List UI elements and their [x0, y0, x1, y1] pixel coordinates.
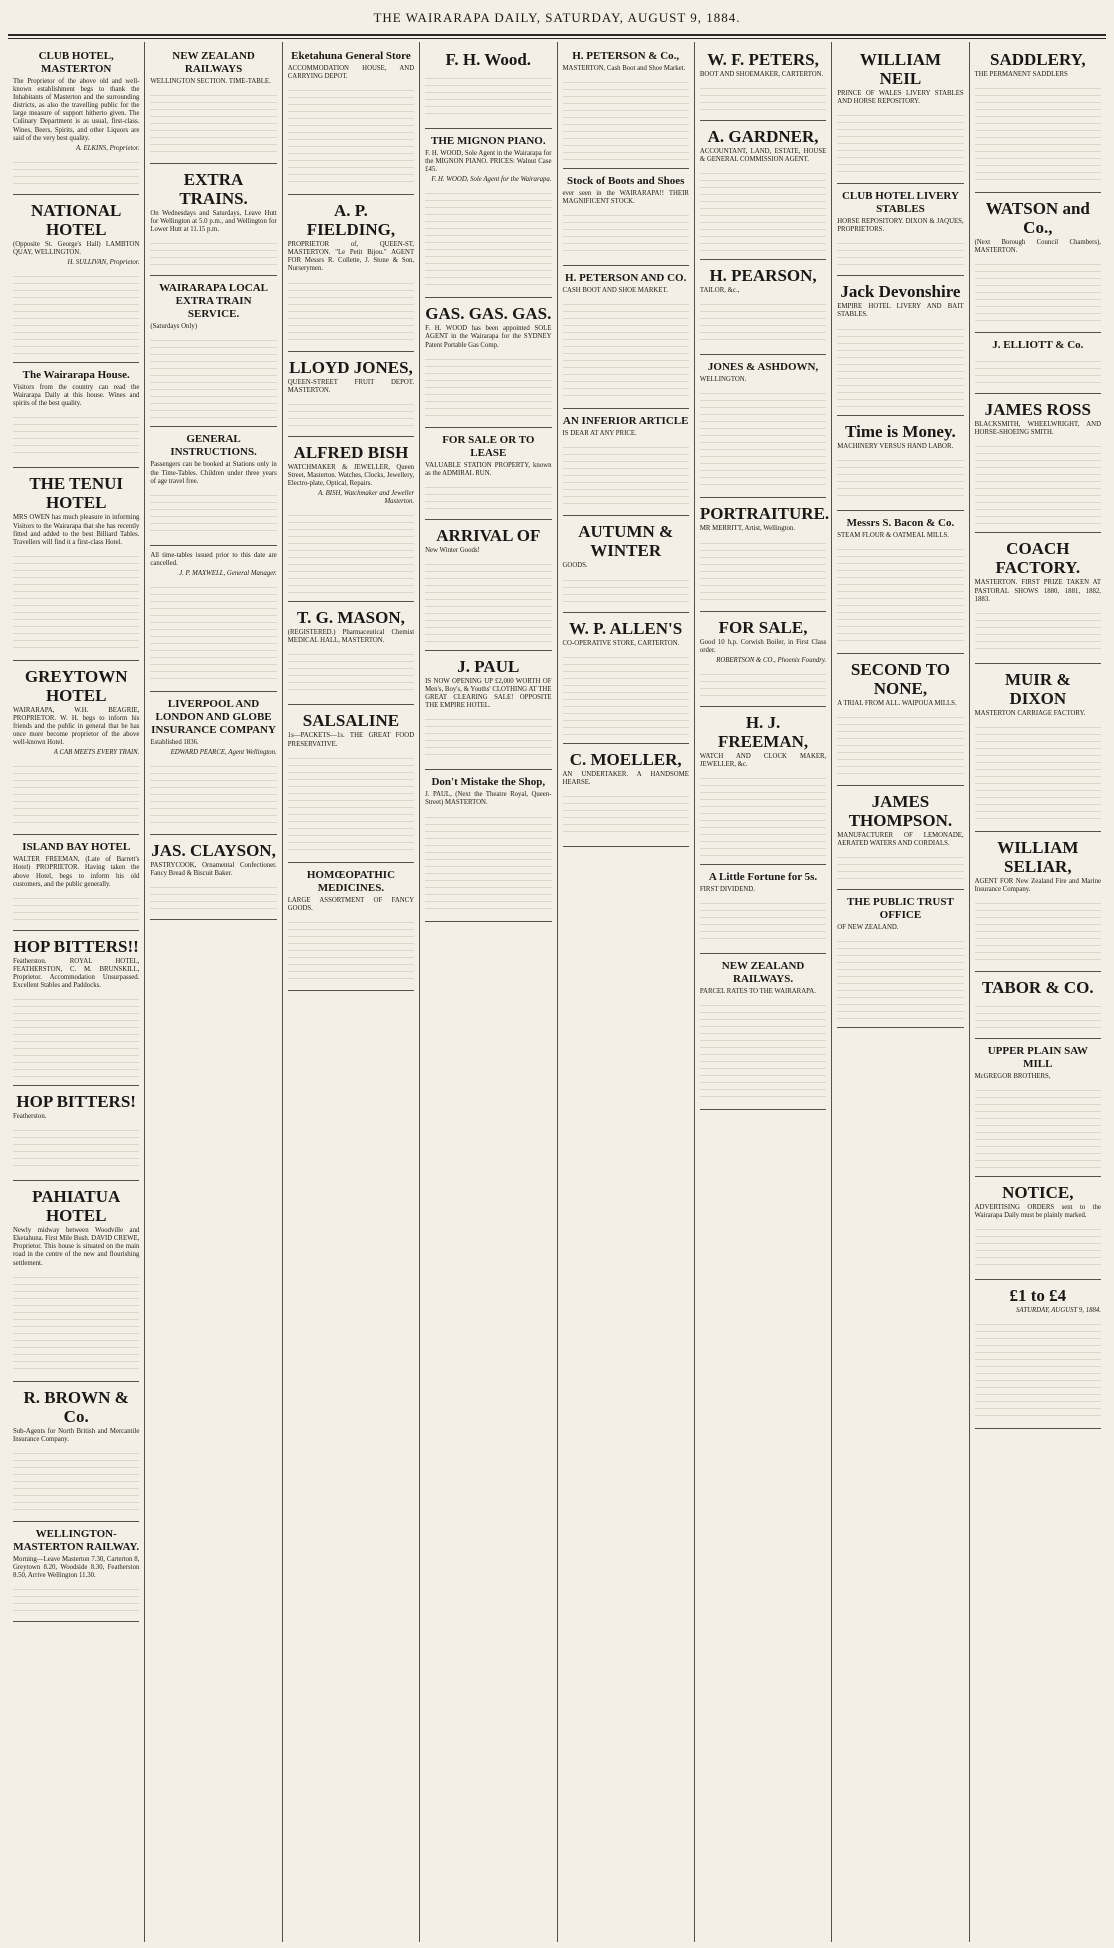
- ad-fine-print: [700, 537, 826, 603]
- advertisement: [150, 44, 276, 164]
- ad-fine-print: [975, 1223, 1101, 1271]
- advertisement: [837, 511, 963, 654]
- advertisement: [13, 1382, 139, 1522]
- advertisement: [288, 602, 414, 705]
- ad-fine-print: [288, 509, 414, 593]
- ad-signature: SATURDAY, AUGUST 9, 1884.: [1016, 1307, 1101, 1315]
- ad-body: QUEEN-STREET FRUIT DEPOT. MASTERTON.: [287, 378, 415, 394]
- ad-title: H. PEARSON,: [709, 266, 817, 286]
- ad-body: On Wednesdays and Saturdays, Leave Hutt for Wellington at 5.0 p.m., and Wellington for Lower Hutt at 11.15 p.m.: [150, 210, 277, 234]
- ad-body: WALTER FREEMAN, (Late of Barrett's Hotel) PROPRIETOR. Having taken the above Hotel, begs to inform his old customers, and the public generally.: [13, 856, 140, 888]
- ad-body: WELLINGTON SECTION. TIME-TABLE.: [150, 78, 271, 85]
- ad-title: NOTICE,: [1002, 1183, 1074, 1203]
- ad-body: F. H. WOOD has been appointed SOLE AGENT in the Wairarapa for the SYDNEY Patent Portable Gas Comp.: [425, 325, 552, 349]
- ad-body: VALUABLE STATION PROPERTY, known as the ADMIRAL RUN.: [425, 461, 552, 477]
- ad-fine-print: [837, 851, 963, 881]
- advertisement: [13, 835, 139, 930]
- ad-body: Good 10 h.p. Corwish Boiler, in First Class order.: [699, 638, 827, 654]
- ad-title: CLUB HOTEL, MASTERTON: [38, 50, 114, 75]
- advertisement: [700, 355, 826, 498]
- ad-fine-print: [837, 711, 963, 777]
- advertisement: [837, 890, 963, 1028]
- ad-fine-print: [13, 1447, 139, 1513]
- ad-title: W. F. PETERS,: [707, 50, 819, 69]
- ad-body: STEAM FLOUR & OATMEAL MILLS.: [837, 531, 949, 539]
- advertisement: [700, 44, 826, 121]
- ad-body: New Winter Goods!: [425, 546, 480, 554]
- ad-title: Messrs S. Bacon & Co.: [846, 516, 955, 529]
- ad-title: WATSON and Co.,: [985, 199, 1090, 238]
- ad-body: CASH BOOT AND SHOE MARKET.: [562, 287, 668, 295]
- ad-fine-print: [837, 323, 963, 407]
- ad-fine-print: [975, 721, 1101, 823]
- ad-title: TABOR & CO.: [982, 978, 1094, 998]
- advertisement: [700, 121, 826, 260]
- ad-fine-print: [150, 237, 276, 267]
- advertisement: [425, 44, 551, 129]
- ad-fine-print: [700, 298, 826, 346]
- advertisement: [563, 516, 689, 612]
- ad-fine-print: [150, 334, 276, 418]
- ad-signature: J. P. MAXWELL, General Manager.: [179, 569, 277, 577]
- ad-title: WILLIAM SELIAR,: [997, 837, 1079, 876]
- ad-title: PAHIATUA HOTEL: [32, 1187, 121, 1226]
- ad-fine-print: [975, 258, 1101, 324]
- ad-fine-print: [425, 481, 551, 511]
- ad-body: PROPRIETOR of, QUEEN-ST, MASTERTON. "Le Petit Bijou." AGENT FOR Messrs R. Collette, J. Stone & Son, Nurserymen.: [287, 241, 415, 273]
- advertisement: [425, 129, 551, 298]
- ad-fine-print: [150, 581, 276, 683]
- ad-title: SADDLERY,: [990, 50, 1086, 69]
- ad-title: JAS. CLAYSON,: [151, 841, 276, 861]
- ad-fine-print: [975, 355, 1101, 385]
- advertisement: [288, 705, 414, 862]
- advertisement: [700, 954, 826, 1110]
- advertisement: [13, 931, 139, 1086]
- ad-title: ARRIVAL OF: [436, 525, 541, 545]
- advertisement: [700, 612, 826, 707]
- ad-signature: A CAB MEETS EVERY TRAIN.: [53, 749, 140, 757]
- ad-title: PORTRAITURE.: [699, 504, 830, 524]
- ad-title: T. G. MASON,: [297, 608, 405, 628]
- advertisement: [288, 437, 414, 602]
- ad-body: Morning—Leave Masterton 7.30, Carterton 8, Greytown 8.20, Woodside 8.30, Featherston 8.50, Arrive Wellington 11.30.: [13, 1555, 140, 1580]
- ad-fine-print: [425, 353, 551, 419]
- ad-title: AUTUMN & WINTER: [578, 522, 674, 561]
- advertisement: [13, 44, 139, 195]
- ad-signature: A. BISH, Watchmaker and Jeweller Masterton.: [318, 490, 415, 506]
- ad-body: Featherston. ROYAL HOTEL, FEATHERSTON, C. M. BRUNSKILL, Proprietor. Accommodation Unsurpassed. Excellent Stables and Paddocks.: [13, 957, 140, 989]
- ad-fine-print: [13, 892, 139, 922]
- ad-fine-print: [425, 187, 551, 289]
- advertisement: [13, 1086, 139, 1181]
- advertisement: [975, 193, 1101, 333]
- ad-title: COACH FACTORY.: [995, 539, 1081, 578]
- advertisement: [425, 298, 551, 427]
- advertisement: [288, 863, 414, 991]
- masthead: THE WAIRARAPA DAILY, SATURDAY, AUGUST 9, 1884.: [373, 10, 741, 25]
- ad-signature: F. H. WOOD, Sole Agent for the Wairarapa.: [431, 176, 552, 184]
- column-7: [831, 42, 968, 1942]
- advertisement: [837, 184, 963, 276]
- ad-fine-print: [700, 167, 826, 251]
- ad-body: (REGISTERED.) Pharmaceutical Chemist MEDICAL HALL, MASTERTON.: [287, 629, 415, 645]
- ad-title: CLUB HOTEL LIVERY STABLES: [841, 190, 959, 216]
- ad-fine-print: [150, 881, 276, 911]
- ad-signature: ROBERTSON & CO., Phoenix Foundry.: [716, 656, 827, 664]
- ad-body: MANUFACTURER OF LEMONADE, AERATED WATERS AND CORDIALS.: [837, 831, 964, 847]
- ad-title: W. P. ALLEN'S: [569, 618, 683, 638]
- ad-body: PASTRYCOOK, Ornamental Confectioner. Fancy Bread & Biscuit Baker.: [150, 862, 277, 878]
- ad-title: J. PAUL: [457, 656, 520, 676]
- ad-body: TAILOR, &c.,: [699, 287, 740, 295]
- advertisement: [837, 416, 963, 511]
- ad-fine-print: [288, 648, 414, 696]
- column-5: [557, 42, 694, 1942]
- ad-title: AN INFERIOR ARTICLE: [562, 415, 689, 428]
- ad-fine-print: [563, 441, 689, 507]
- ad-fine-print: [975, 1000, 1101, 1030]
- advertisement: [975, 1039, 1101, 1177]
- advertisement: [563, 169, 689, 266]
- ad-title: NEW ZEALAND RAILWAYS.: [721, 960, 805, 986]
- ad-body: AGENT FOR New Zealand Fire and Marine Insurance Company.: [974, 877, 1101, 893]
- ad-body: F. H. WOOD, Sole Agent in the Wairarapa for the MIGNON PIANO. PRICES: Walnut Case £45.: [425, 150, 552, 174]
- ad-title: SALSALINE: [302, 711, 400, 731]
- ad-fine-print: [13, 993, 139, 1077]
- ad-title: £1 to £4: [1009, 1286, 1067, 1306]
- ad-title: NATIONAL HOTEL: [31, 200, 122, 239]
- ad-title: JONES & ASHDOWN,: [707, 361, 819, 374]
- ad-title: SECOND TO NONE,: [850, 659, 950, 698]
- ad-fine-print: [288, 916, 414, 982]
- ad-title: LLOYD JONES,: [289, 357, 413, 377]
- ad-fine-print: [425, 811, 551, 913]
- ad-fine-print: [13, 550, 139, 652]
- ad-fine-print: [975, 897, 1101, 963]
- ad-body: ACCOMMODATION HOUSE, AND CARRYING DEPOT.: [287, 65, 415, 81]
- advertisement: [975, 972, 1101, 1039]
- ad-body: LARGE ASSORTMENT OF FANCY GOODS.: [287, 896, 415, 912]
- ad-fine-print: [150, 760, 276, 826]
- ad-body: IS NOW OPENING UP £2,000 WORTH OF Men's, Boy's, & Youths' CLOTHING AT THE GREAT CLEARING SALE! OPPOSITE THE EMPIRE HOTEL.: [425, 677, 552, 710]
- advertisement: [975, 1280, 1101, 1429]
- advertisement: [975, 1177, 1101, 1280]
- ad-fine-print: [13, 1124, 139, 1172]
- ad-fine-print: [288, 752, 414, 854]
- ad-title: WILLIAM NEIL: [859, 50, 942, 88]
- advertisement: [975, 394, 1101, 533]
- ad-title: GREYTOWN HOTEL: [24, 666, 128, 705]
- ad-title: C. MOELLER,: [569, 749, 682, 769]
- ad-body: Sub-Agents for North British and Mercantile Insurance Company.: [13, 1427, 140, 1443]
- ad-body: Newly midway between Woodville and Eketahuna. First Mile Bush. DAVID CREWE, Proprietor. This house is situated on the main road in the centre of the new and flourishing settlement.: [13, 1227, 140, 1267]
- ad-body: (Opposite St. George's Hall) LAMBTON QUAY, WELLINGTON.: [13, 240, 140, 256]
- ad-title: ISLAND BAY HOTEL: [22, 841, 131, 854]
- ad-body: PARCEL RATES TO THE WAIRARAPA.: [699, 988, 816, 996]
- advertisement: [563, 409, 689, 516]
- ad-title: R. BROWN & Co.: [23, 1387, 129, 1426]
- ad-body: GOODS.: [562, 562, 588, 570]
- ad-fine-print: [13, 760, 139, 826]
- ad-fine-print: [425, 558, 551, 642]
- advertisement: [563, 44, 689, 169]
- ad-fine-print: [700, 772, 826, 856]
- advertisement: [425, 651, 551, 770]
- advertisement: [288, 195, 414, 351]
- ad-title: EXTRA TRAINS.: [179, 170, 248, 209]
- ad-fine-print: [13, 1583, 139, 1613]
- advertisement: [975, 44, 1101, 193]
- advertisement: [563, 613, 689, 744]
- advertisement: [288, 352, 414, 437]
- ad-fine-print: [13, 156, 139, 186]
- ad-title: GAS. GAS. GAS.: [425, 304, 552, 324]
- ad-title: HOP BITTERS!: [16, 1092, 136, 1112]
- ad-title: LIVERPOOL AND LONDON AND GLOBE INSURANCE COMPANY: [151, 698, 276, 737]
- ad-body: (Next Borough Council Chambers), MASTERTON.: [974, 239, 1101, 255]
- ad-title: GENERAL INSTRUCTIONS.: [170, 433, 257, 459]
- advertisement: [700, 260, 826, 355]
- ad-body: THE PERMANENT SADDLERS: [974, 71, 1068, 78]
- ad-title: A. P. FIELDING,: [306, 201, 396, 240]
- column-1: [8, 42, 144, 1942]
- ad-title: F. H. Wood.: [445, 50, 532, 69]
- ad-title: Time is Money.: [845, 421, 956, 441]
- ad-fine-print: [150, 89, 276, 155]
- ad-body: BLACKSMITH, WHEELWRIGHT, AND HORSE-SHOEING SMITH.: [974, 421, 1101, 437]
- ad-title: Eketahuna General Store: [291, 50, 411, 62]
- ad-title: WELLINGTON-MASTERTON RAILWAY.: [13, 1527, 140, 1553]
- advertisement: [425, 770, 551, 921]
- ad-fine-print: [975, 1318, 1101, 1420]
- advertisement: [150, 835, 276, 920]
- advertisement: [975, 533, 1101, 663]
- ad-body: Established 1836.: [150, 739, 199, 747]
- ad-title: ALFRED BISH: [293, 442, 409, 462]
- ad-body: MRS OWEN has much pleasure in informing Visitors to the Wairarapa that she has recently fitted and added to the best Billiard Tables. Travellers will find it a first-class Hotel.: [13, 514, 140, 546]
- ad-title: FOR SALE,: [718, 617, 808, 637]
- ad-body: ADVERTISING ORDERS sent to the Wairarapa Daily must be plainly marked.: [974, 1204, 1101, 1220]
- advertisement: [837, 276, 963, 415]
- ad-fine-print: [288, 84, 414, 186]
- ad-fine-print: [288, 398, 414, 428]
- ad-fine-print: [700, 387, 826, 489]
- ad-title: JAMES THOMPSON.: [848, 791, 953, 830]
- ad-signature: A. ELKINS, Proprietor.: [75, 144, 140, 152]
- ad-fine-print: [975, 440, 1101, 524]
- advertisement: [975, 333, 1101, 394]
- ad-body: HORSE REPOSITORY. DIXON & JAQUES, PROPRIETORS.: [837, 218, 964, 234]
- ad-title: HOMŒOPATHIC MEDICINES.: [306, 868, 396, 894]
- ad-fine-print: [700, 897, 826, 945]
- advertisement: [150, 276, 276, 427]
- advertisement: [150, 692, 276, 835]
- column-4: [419, 42, 556, 1942]
- advertisement: [150, 164, 276, 276]
- ad-body: CO-OPERATIVE STORE, CARTERTON.: [562, 639, 680, 647]
- ad-body: The Proprietor of the above old and well-known establishment begs to thank the Inhabitants of Masterton and the surrounding districts, as also the travelling public for the large measure of support hitherto given. The Culinary Department is as usual, first-class. Wines, Beers, Spirits, and other Liquors are said of the very best quality.: [13, 78, 140, 142]
- advertisement: [288, 44, 414, 195]
- column-8: [969, 42, 1106, 1942]
- ad-fine-print: [563, 790, 689, 838]
- ad-body: McGREGOR BROTHERS,: [974, 1073, 1051, 1081]
- ad-title: The Wairarapa House.: [22, 369, 130, 382]
- ad-fine-print: [975, 607, 1101, 655]
- ad-title: H. J. FREEMAN,: [717, 712, 809, 751]
- advertisement: [837, 786, 963, 890]
- ad-fine-print: [563, 76, 689, 160]
- ad-body: MR MERRITT, Artist, Wellington.: [699, 525, 795, 533]
- ad-title: Stock of Boots and Shoes: [567, 175, 685, 188]
- ad-fine-print: [563, 298, 689, 400]
- ad-body: MACHINERY VERSUS HAND LABOR.: [837, 442, 954, 450]
- ad-title: H. PETERSON AND CO.: [565, 272, 687, 285]
- ad-title: THE PUBLIC TRUST OFFICE: [847, 896, 954, 922]
- masthead-rule-thin: [8, 38, 1106, 39]
- ad-body: WATCH AND CLOCK MAKER, JEWELLER, &c.: [699, 752, 827, 768]
- ad-body: IS DEAR AT ANY PRICE.: [562, 430, 637, 438]
- ad-fine-print: [425, 713, 551, 761]
- ad-fine-print: [975, 1084, 1101, 1168]
- ad-title: H. PETERSON & Co.,: [572, 50, 680, 62]
- advertisement: [975, 664, 1101, 832]
- ad-body: AN UNDERTAKER. A HANDSOME HEARSE.: [562, 770, 689, 786]
- ad-body: ACCOUNTANT, LAND, ESTATE, HOUSE & GENERAL COMMISSION AGENT.: [699, 148, 827, 164]
- advertisement: [150, 546, 276, 692]
- ad-title: Jack Devonshire: [840, 282, 961, 302]
- column-6: [694, 42, 831, 1942]
- ad-fine-print: [13, 411, 139, 459]
- ad-fine-print: [837, 237, 963, 267]
- advertisement: [700, 865, 826, 954]
- ad-signature: EDWARD PEARCE, Agent Wellington.: [170, 749, 277, 757]
- ad-title: FOR SALE OR TO LEASE: [442, 433, 535, 459]
- ad-body: MASTERTON. FIRST PRIZE TAKEN AT PASTORAL SHOWS 1880, 1881, 1882, 1883.: [974, 579, 1101, 603]
- advertisement: [975, 832, 1101, 972]
- advertisement: [150, 427, 276, 545]
- ad-fine-print: [563, 574, 689, 604]
- advertisement: [837, 654, 963, 786]
- ad-fine-print: [837, 935, 963, 1019]
- ad-title: NEW ZEALAND RAILWAYS: [172, 50, 255, 75]
- ad-title: J. ELLIOTT & Co.: [992, 339, 1084, 352]
- ad-fine-print: [700, 999, 826, 1101]
- ad-title: JAMES ROSS: [984, 400, 1091, 420]
- ad-fine-print: [563, 651, 689, 735]
- column-3: [282, 42, 419, 1942]
- ad-body: WAIRARAPA, W.H. BEAGRIE, PROPRIETOR. W. H. begs to inform his friends and the public in general that he has once more become proprietor of the above well-known Hotel.: [13, 706, 140, 747]
- advertisement: [563, 266, 689, 409]
- ad-body: MASTERTON CARRIAGE FACTORY.: [974, 709, 1086, 717]
- ad-body: OF NEW ZEALAND.: [837, 924, 899, 932]
- ad-body: FIRST DIVIDEND.: [699, 886, 755, 894]
- ad-body: Visitors from the country can read the Wairarapa Daily at this house. Wines and spirits of the best quality.: [13, 384, 140, 408]
- ad-fine-print: [288, 277, 414, 343]
- ad-fine-print: [975, 82, 1101, 184]
- ad-body: Passengers can be booked at Stations only in the Time-Tables. Children under three years of age travel free.: [150, 461, 277, 485]
- ad-body: WELLINGTON.: [699, 376, 747, 384]
- ad-body: (Saturdays Only): [150, 323, 198, 331]
- ad-title: MUIR & DIXON: [1004, 669, 1071, 708]
- ad-fine-print: [150, 489, 276, 537]
- ad-body: ever seen in the WAIRARAPA!! THEIR MAGNIFICENT STOCK.: [562, 190, 689, 206]
- ad-body: Featherston.: [13, 1113, 47, 1121]
- advertisement: [563, 744, 689, 847]
- ad-title: HOP BITTERS!!: [13, 936, 139, 956]
- masthead-rule: [8, 34, 1106, 36]
- ad-signature: H. SULLIVAN, Proprietor.: [67, 259, 140, 267]
- ad-fine-print: [425, 72, 551, 120]
- advertisement: [837, 44, 963, 184]
- advertisement: [13, 468, 139, 660]
- ad-title: A. GARDNER,: [707, 127, 819, 147]
- ad-body: BOOT AND SHOEMAKER, CARTERTON.: [699, 71, 824, 78]
- ad-fine-print: [13, 1271, 139, 1373]
- ad-fine-print: [700, 82, 826, 112]
- advertisement: [13, 661, 139, 836]
- ad-fine-print: [563, 209, 689, 257]
- advertisement: [13, 195, 139, 363]
- ad-title: Don't Mistake the Shop,: [431, 776, 546, 789]
- ad-title: A Little Fortune for 5s.: [708, 871, 818, 884]
- ad-fine-print: [837, 109, 963, 175]
- advertisement: [13, 1181, 139, 1381]
- ad-body: EMPIRE HOTEL LIVERY AND BAIT STABLES.: [837, 303, 964, 319]
- columns-container: [8, 42, 1106, 1942]
- ad-body: J. PAUL, (Next the Theatre Royal, Queen-Street) MASTERTON.: [425, 791, 552, 807]
- column-2: [144, 42, 281, 1942]
- ad-body: WATCHMAKER & JEWELLER, Queen Street, Masterton. Watches, Clocks, Jewellery, Electro-plate, Optical, Repairs.: [287, 463, 415, 487]
- advertisement: [13, 363, 139, 468]
- ad-fine-print: [700, 668, 826, 698]
- ad-fine-print: [837, 543, 963, 645]
- ad-title: UPPER PLAIN SAW MILL: [987, 1045, 1088, 1071]
- ad-title: THE MIGNON PIANO.: [431, 135, 546, 147]
- advertisement: [700, 707, 826, 865]
- ad-body: PRINCE OF WALES LIVERY STABLES AND HORSE REPOSITORY.: [837, 90, 964, 106]
- advertisement: [425, 428, 551, 520]
- ad-title: WAIRARAPA LOCAL EXTRA TRAIN SERVICE.: [159, 282, 268, 321]
- ad-fine-print: [13, 270, 139, 354]
- advertisement: [425, 520, 551, 651]
- ad-title: THE TENUI HOTEL: [29, 474, 124, 513]
- ad-body: All time-tables issued prior to this date are cancelled.: [150, 551, 277, 567]
- advertisement: [699, 498, 830, 611]
- ad-fine-print: [837, 454, 963, 502]
- ad-body: MASTERTON, Cash Boot and Shoe Market.: [562, 65, 686, 72]
- ad-body: A TRIAL FROM ALL. WAIPOUA MILLS.: [837, 699, 957, 707]
- ad-body: 1s—PACKETS—1s. THE GREAT FOOD PRESERVATIVE.: [287, 732, 415, 748]
- advertisement: [13, 1522, 139, 1622]
